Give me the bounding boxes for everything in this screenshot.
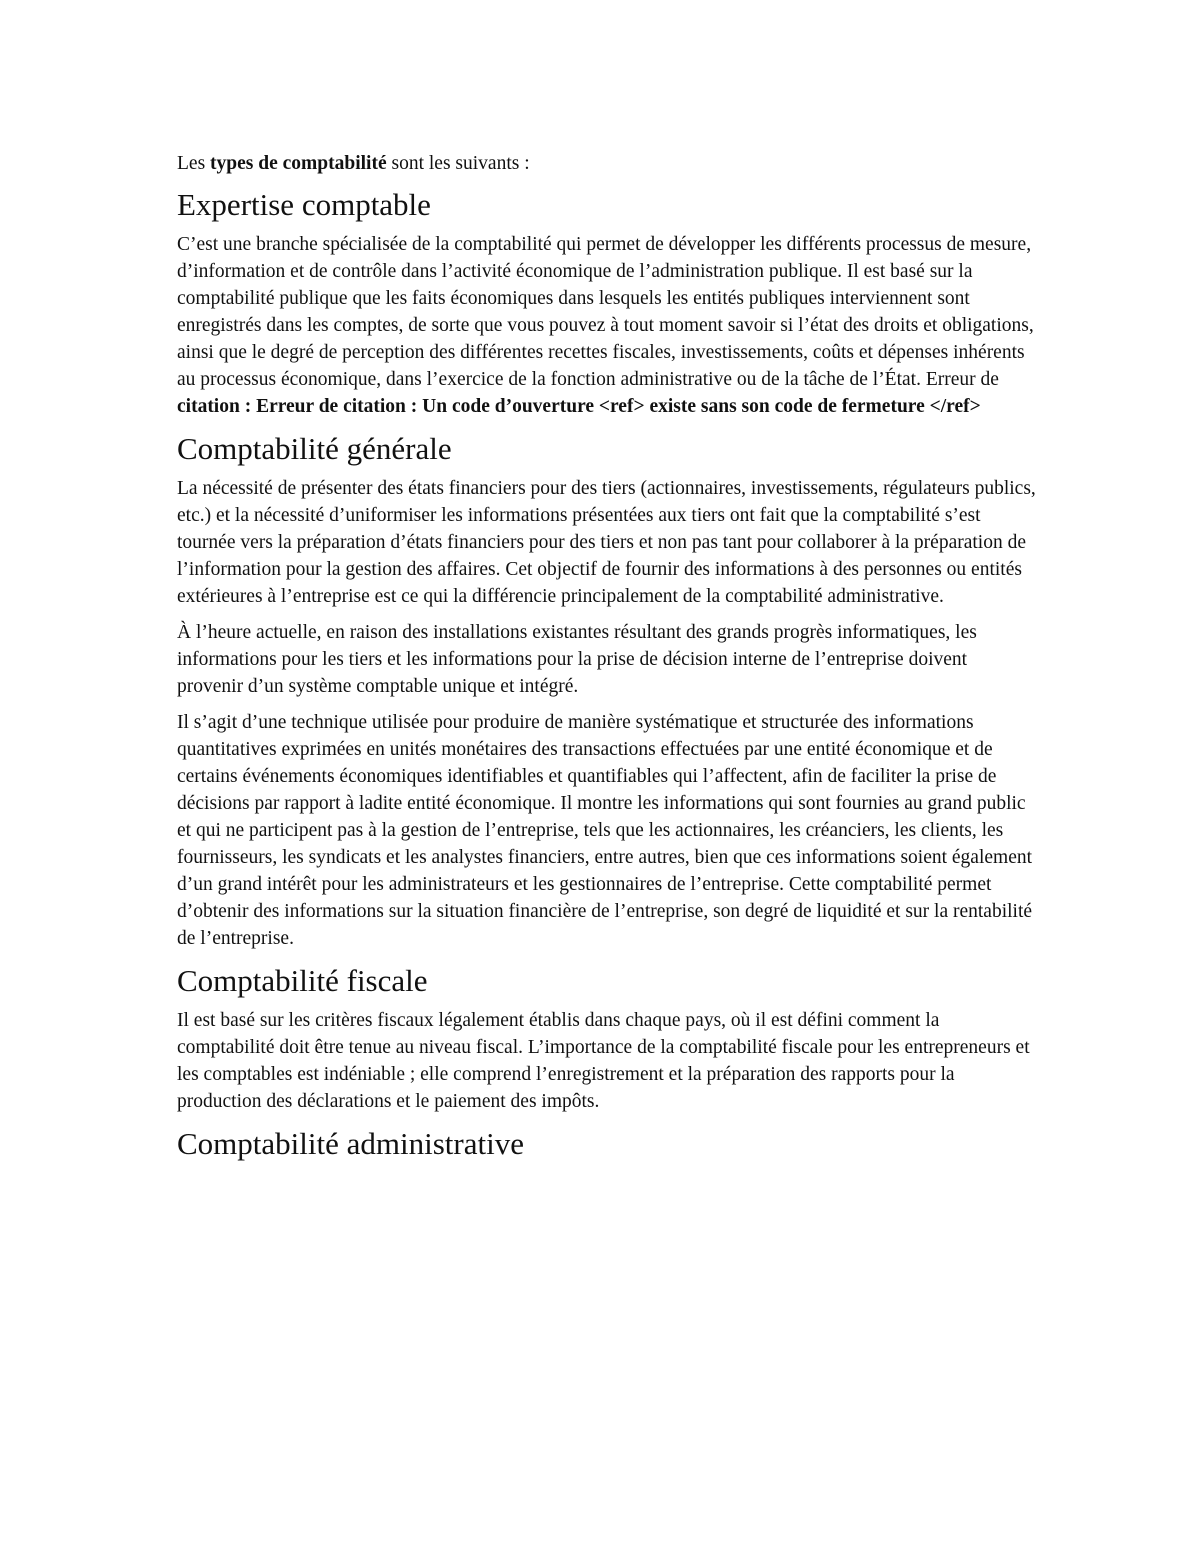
section-expertise-comptable: [177, 185, 1037, 420]
intro-before: Les: [177, 153, 211, 174]
section-paragraph: À l’heure actuelle, en raison des installations existantes résultant des grands progrès informatiques, les informations pour les tiers et les informations pour la prise de décision interne de l’entreprise doivent provenir d’un système comptable unique et intégré.: [177, 622, 977, 697]
document-page: [177, 150, 1037, 1170]
citation-error-text: citation : Erreur de citation : Un code d’ouverture <ref> existe sans son code de fermeture </ref>: [177, 396, 981, 417]
intro-bold-term: types de comptabilité: [210, 153, 387, 174]
section-paragraph: La nécessité de présenter des états financiers pour des tiers (actionnaires, investissements, régulateurs publics, etc.) et la nécessité d’uniformiser les informations présentées aux tiers ont fait que la comptabilité s’est tournée vers la préparation d’états financiers pour des tiers et non pas tant pour collaborer à la préparation de l’information pour la gestion des affaires. Cet objectif de fournir des informations à des personnes ou entités extérieures à l’entreprise est ce qui la différencie principalement de la comptabilité administrative.: [177, 478, 1036, 607]
section-heading: Comptabilité générale: [177, 431, 452, 466]
section-comptabilite-generale: [177, 429, 1037, 952]
section-heading: Comptabilité fiscale: [177, 963, 428, 998]
paragraph-text: C’est une branche spécialisée de la comptabilité qui permet de développer les différents processus de mesure, d’information et de contrôle dans l’activité économique de l’administration publique. Il est basé sur la comptabilité publique que les faits économiques dans lesquels les entités publiques interviennent sont enregistrés dans les comptes, de sorte que vous pouvez à tout moment savoir si l’état des droits et obligations, ainsi que le degré de perception des différentes recettes fiscales, investissements, coûts et dépenses inhérents au processus économique, dans l’exercice de la fonction administrative ou de la tâche de l’État. Erreur de: [177, 234, 1034, 390]
intro-after: sont les suivants :: [386, 153, 530, 174]
section-heading: Comptabilité administrative: [177, 1126, 524, 1161]
section-heading: Expertise comptable: [177, 187, 431, 222]
section-paragraph: [177, 231, 1037, 420]
section-comptabilite-fiscale: [177, 961, 1037, 1115]
intro-line: [177, 150, 1037, 177]
section-paragraph: Il est basé sur les critères fiscaux légalement établis dans chaque pays, où il est défini comment la comptabilité doit être tenue au niveau fiscal. L’importance de la comptabilité fiscale pour les entrepreneurs et les comptables est indéniable ; elle comprend l’enregistrement et la préparation des rapports pour la production des déclarations et le paiement des impôts.: [177, 1010, 1030, 1112]
section-comptabilite-administrative: [177, 1124, 1037, 1164]
section-paragraph: Il s’agit d’une technique utilisée pour produire de manière systématique et structurée des informations quantitatives exprimées en unités monétaires des transactions effectuées par une entité économique et de certains événements économiques identifiables et quantifiables qui l’affectent, afin de faciliter la prise de décisions par rapport à ladite entité économique. Il montre les informations qui sont fournies au grand public et qui ne participent pas à la gestion de l’entreprise, tels que les actionnaires, les créanciers, les clients, les fournisseurs, les syndicats et les analystes financiers, entre autres, bien que ces informations soient également d’un grand intérêt pour les administrateurs et les gestionnaires de l’entreprise. Cette comptabilité permet d’obtenir des informations sur la situation financière de l’entreprise, son degré de liquidité et sur la rentabilité de l’entreprise.: [177, 712, 1033, 949]
